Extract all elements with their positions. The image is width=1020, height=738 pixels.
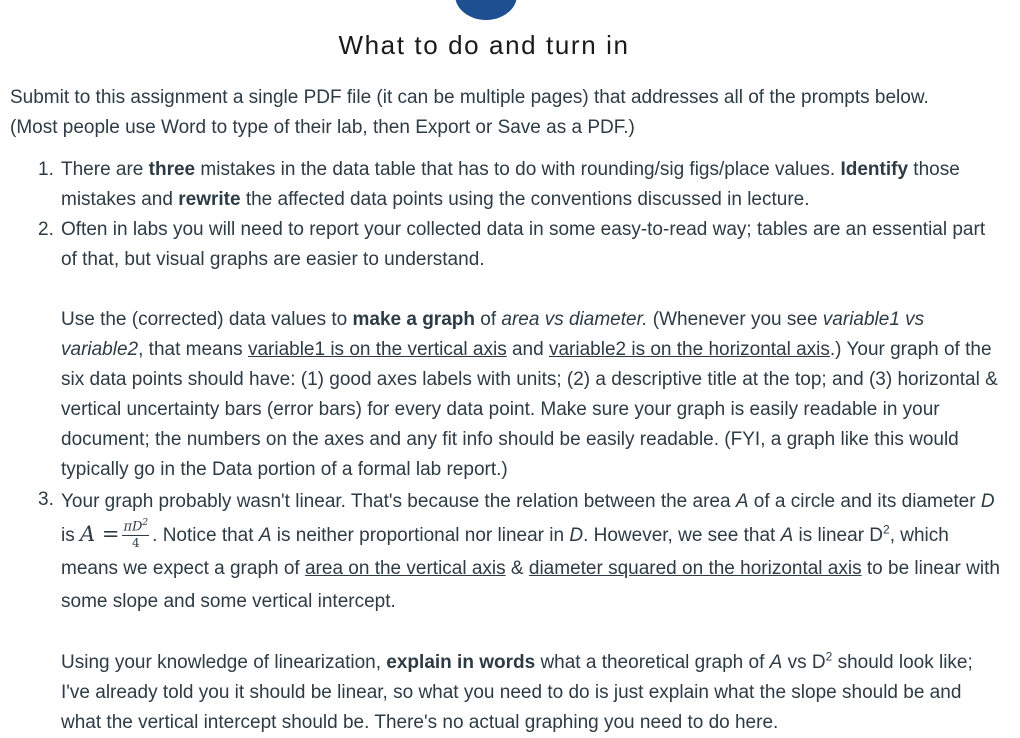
intro-paragraph — [10, 83, 1000, 143]
text: is — [61, 525, 80, 546]
text: . However, we see that — [583, 525, 781, 546]
text: the affected data points using the conventions discussed in lecture. — [240, 189, 810, 210]
underlined-text: diameter squared on the horizontal axis — [528, 558, 862, 579]
text: Your graph probably wasn't linear. That's because the relation between the area — [61, 491, 736, 512]
bold-text: rewrite — [178, 189, 241, 210]
italic-text: A — [769, 652, 783, 673]
text: & — [505, 558, 529, 579]
text: what a theoretical graph of — [535, 652, 770, 673]
intro-line-1: Submit to this assignment a single PDF file (it can be multiple pages) that addresses all of the prompts below. — [10, 87, 929, 108]
numerator-exponent: 2 — [142, 518, 149, 529]
text: and — [506, 339, 549, 360]
superscript: 2 — [825, 649, 833, 664]
bold-text: explain in words — [386, 652, 536, 673]
text: mistakes in the data table that has to do with rounding/sig figs/place values. — [195, 159, 841, 180]
underlined-text: variable2 is on the horizontal axis — [548, 339, 830, 360]
italic-text: A — [780, 525, 794, 546]
prompt-list — [10, 155, 1000, 738]
bold-text: make a graph — [352, 309, 475, 330]
text: vs D — [782, 652, 826, 673]
italic-text: area vs diameter. — [501, 309, 648, 330]
section-heading: What to do and turn in — [338, 30, 630, 60]
equation-fraction — [122, 519, 149, 548]
item-text — [61, 155, 1000, 215]
list-item — [10, 485, 1000, 738]
bold-text: three — [148, 159, 196, 180]
text: should look like; I've already told you it should be linear, so what you need to do is just explain what the slope should be and what the vertical intercept should be. There's no actual graphing you need to do here. — [61, 652, 973, 733]
text: Use the (corrected) data values to — [61, 309, 353, 330]
item-text — [61, 305, 1000, 485]
list-item — [10, 155, 1000, 215]
text: of a circle and its diameter — [748, 491, 981, 512]
text: Using your knowledge of linearization, — [61, 652, 387, 673]
italic-text: A — [735, 491, 749, 512]
bold-text: Identify — [840, 159, 909, 180]
text: to be linear with some slope and some vertical intercept. — [61, 558, 1000, 612]
text: of — [474, 309, 502, 330]
underlined-text: variable1 is on the vertical axis — [247, 339, 507, 360]
intro-line-2: (Most people use Word to type of their lab, then Export or Save as a PDF.) — [10, 117, 635, 138]
text: , that means — [138, 339, 248, 360]
text: , which means we expect a graph of — [61, 525, 949, 579]
item-number: 1. — [38, 159, 54, 180]
item-number: 2. — [38, 219, 54, 240]
item-number: 3. — [38, 489, 54, 510]
text: those mistakes and — [61, 159, 960, 210]
list-item — [10, 215, 1000, 485]
equation-lhs: A = — [80, 522, 120, 546]
list-icon — [455, 0, 517, 20]
superscript: 2 — [883, 522, 890, 537]
item-text — [61, 485, 1000, 618]
underlined-text: area on the vertical axis — [304, 558, 506, 579]
item-text: Often in labs you will need to report your collected data in some easy-to-read way; tables are an essential part of that, but visual graphs are easier to understand. — [61, 219, 986, 270]
text: is neither proportional nor linear in — [271, 525, 570, 546]
text: . Notice that — [152, 525, 259, 546]
item-text — [61, 648, 1000, 738]
italic-text: D — [980, 491, 995, 512]
numerator-text: πD — [123, 519, 143, 535]
text: (Whenever you see — [647, 309, 823, 330]
text: is linear D — [793, 525, 884, 546]
fraction-denominator: 4 — [131, 535, 140, 550]
text: There are — [61, 159, 149, 180]
italic-text: variable1 vs variable2 — [61, 309, 925, 360]
fraction-numerator — [122, 519, 149, 535]
text: .) Your graph of the six data points should have: (1) good axes labels with units; (2) a descriptive title at the top; and (3) horizontal & vertical uncertainty bars (error bars) for every data point. Make sure your graph is easily readable in your document; the numbers on the axes and any fit info should be easily readable. (FYI, a graph like this would typically go in the Data portion of a formal lab report.) — [61, 339, 998, 480]
italic-text: A — [258, 525, 272, 546]
italic-text: D — [569, 525, 584, 546]
